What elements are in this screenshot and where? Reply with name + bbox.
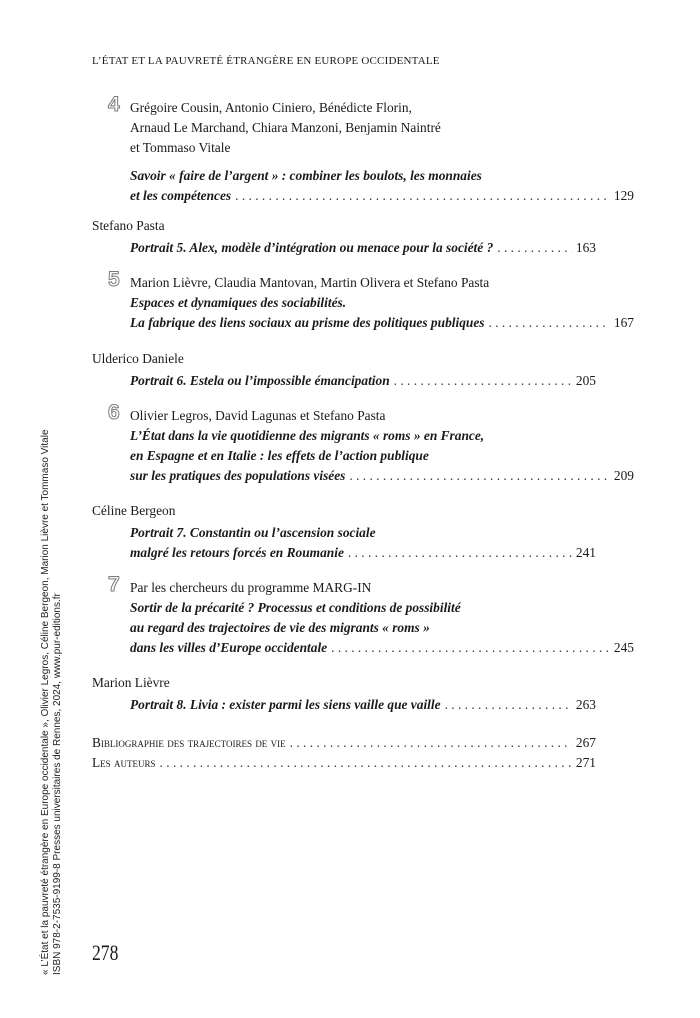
portrait-author: Marion Lièvre [92, 675, 170, 690]
page-ref: 167 [613, 315, 634, 330]
leader-dots [394, 371, 572, 391]
portrait-author: Céline Bergeon [92, 503, 176, 518]
chapter-title-line: Savoir « faire de l’argent » : combiner les boulots, les monnaies [130, 168, 482, 183]
page-ref: 241 [575, 545, 596, 560]
chapter-title-line: au regard des trajectoires de vie des migrants « roms » [130, 620, 430, 635]
page-ref: 263 [575, 697, 596, 712]
leader-dots [349, 466, 610, 486]
running-header: L’ÉTAT ET LA PAUVRETÉ ÉTRANGÈRE EN EUROPE OCCIDENTALE [92, 55, 440, 67]
page-ref: 163 [575, 240, 596, 255]
toc-entry-portrait-6 [92, 349, 596, 391]
leader-dots [331, 638, 610, 658]
leader-dots [290, 733, 572, 753]
chapter-number: 7 [108, 573, 120, 596]
toc-line[interactable] [92, 238, 596, 258]
portrait-title: Portrait 6. Estela ou l’impossible émancipation [130, 373, 390, 388]
leader-dots [348, 543, 572, 563]
page-ref: 271 [575, 755, 596, 770]
portrait-title: Portrait 8. Livia : exister parmi les siens vaille que vaille [130, 697, 441, 712]
toc-entry-chapter-6 [92, 401, 634, 486]
chapter-title-line: L’État dans la vie quotidienne des migrants « roms » en France, [130, 428, 485, 443]
chapter-authors-line: Par les chercheurs du programme MARG-IN [130, 580, 372, 595]
portrait-title-line: malgré les retours forcés en Roumanie [130, 545, 344, 560]
leader-dots [445, 695, 572, 715]
toc-line[interactable] [130, 466, 634, 486]
back-matter-label: Bibliographie des trajectoires de vie [92, 735, 286, 750]
toc-entry-portrait-5 [92, 216, 596, 258]
chapter-title-line: dans les villes d’Europe occidentale [130, 640, 328, 655]
toc-line[interactable] [92, 371, 596, 391]
chapter-authors-line: Arnaud Le Marchand, Chiara Manzoni, Benjamin Naintré [130, 120, 441, 135]
page-ref: 267 [575, 735, 596, 750]
chapter-authors-line: Olivier Legros, David Lagunas et Stefano Pasta [130, 408, 386, 423]
toc-line[interactable] [130, 313, 634, 333]
toc-entry-portrait-7 [92, 501, 596, 563]
portrait-author: Stefano Pasta [92, 218, 165, 233]
chapter-number: 4 [108, 93, 120, 116]
toc-entry-chapter-5 [92, 268, 634, 333]
toc-line[interactable] [130, 638, 634, 658]
chapter-authors-line: Grégoire Cousin, Antonio Ciniero, Bénédicte Florin, [130, 100, 412, 115]
chapter-number: 6 [108, 401, 120, 424]
chapter-title-line: Espaces et dynamiques des sociabilités. [130, 295, 347, 310]
chapter-authors-line: et Tommaso Vitale [130, 140, 231, 155]
chapter-title-line: La fabrique des liens sociaux au prisme des politiques publiques [130, 315, 485, 330]
toc-entry-chapter-7 [92, 573, 634, 658]
toc-line[interactable] [92, 733, 596, 753]
page-ref: 209 [613, 468, 634, 483]
chapter-title-line: sur les pratiques des populations visées [130, 468, 346, 483]
leader-dots [497, 238, 572, 258]
chapter-title-line: Sortir de la précarité ? Processus et conditions de possibilité [130, 600, 461, 615]
toc-line[interactable] [92, 543, 596, 563]
chapter-title-line: en Espagne et en Italie : les effets de l’action publique [130, 448, 429, 463]
portrait-title-line: Portrait 7. Constantin ou l’ascension sociale [130, 525, 376, 540]
chapter-title-line: et les compétences [130, 188, 232, 203]
page-ref: 129 [613, 188, 634, 203]
side-note-line: « L’État et la pauvreté étrangère en Europe occidentale », Olivier Legros, Céline Bergeon, Marion Lièvre et Tommaso Vitale [40, 429, 51, 975]
toc-back-matter [92, 733, 596, 773]
leader-dots [160, 753, 572, 773]
portrait-author: Ulderico Daniele [92, 351, 184, 366]
page-ref: 205 [575, 373, 596, 388]
leader-dots [489, 313, 610, 333]
chapter-authors-line: Marion Lièvre, Claudia Mantovan, Martin Olivera et Stefano Pasta [130, 275, 490, 290]
portrait-title: Portrait 5. Alex, modèle d’intégration ou menace pour la société ? [130, 240, 494, 255]
toc-line[interactable] [130, 186, 634, 206]
page-number: 278 [92, 940, 119, 965]
back-matter-label: Les auteurs [92, 755, 156, 770]
toc-entry-chapter-4 [92, 93, 634, 206]
chapter-number: 5 [108, 268, 120, 291]
leader-dots [235, 186, 610, 206]
copyright-side-note [40, 429, 63, 975]
toc-line[interactable] [92, 695, 596, 715]
toc-line[interactable] [92, 753, 596, 773]
side-note-line: ISBN 978-2-7535-9199-8 Presses universitaires de Rennes, 2024, www.pur-editions.fr [51, 593, 63, 975]
toc-entry-portrait-8 [92, 673, 596, 715]
page-ref: 245 [613, 640, 634, 655]
